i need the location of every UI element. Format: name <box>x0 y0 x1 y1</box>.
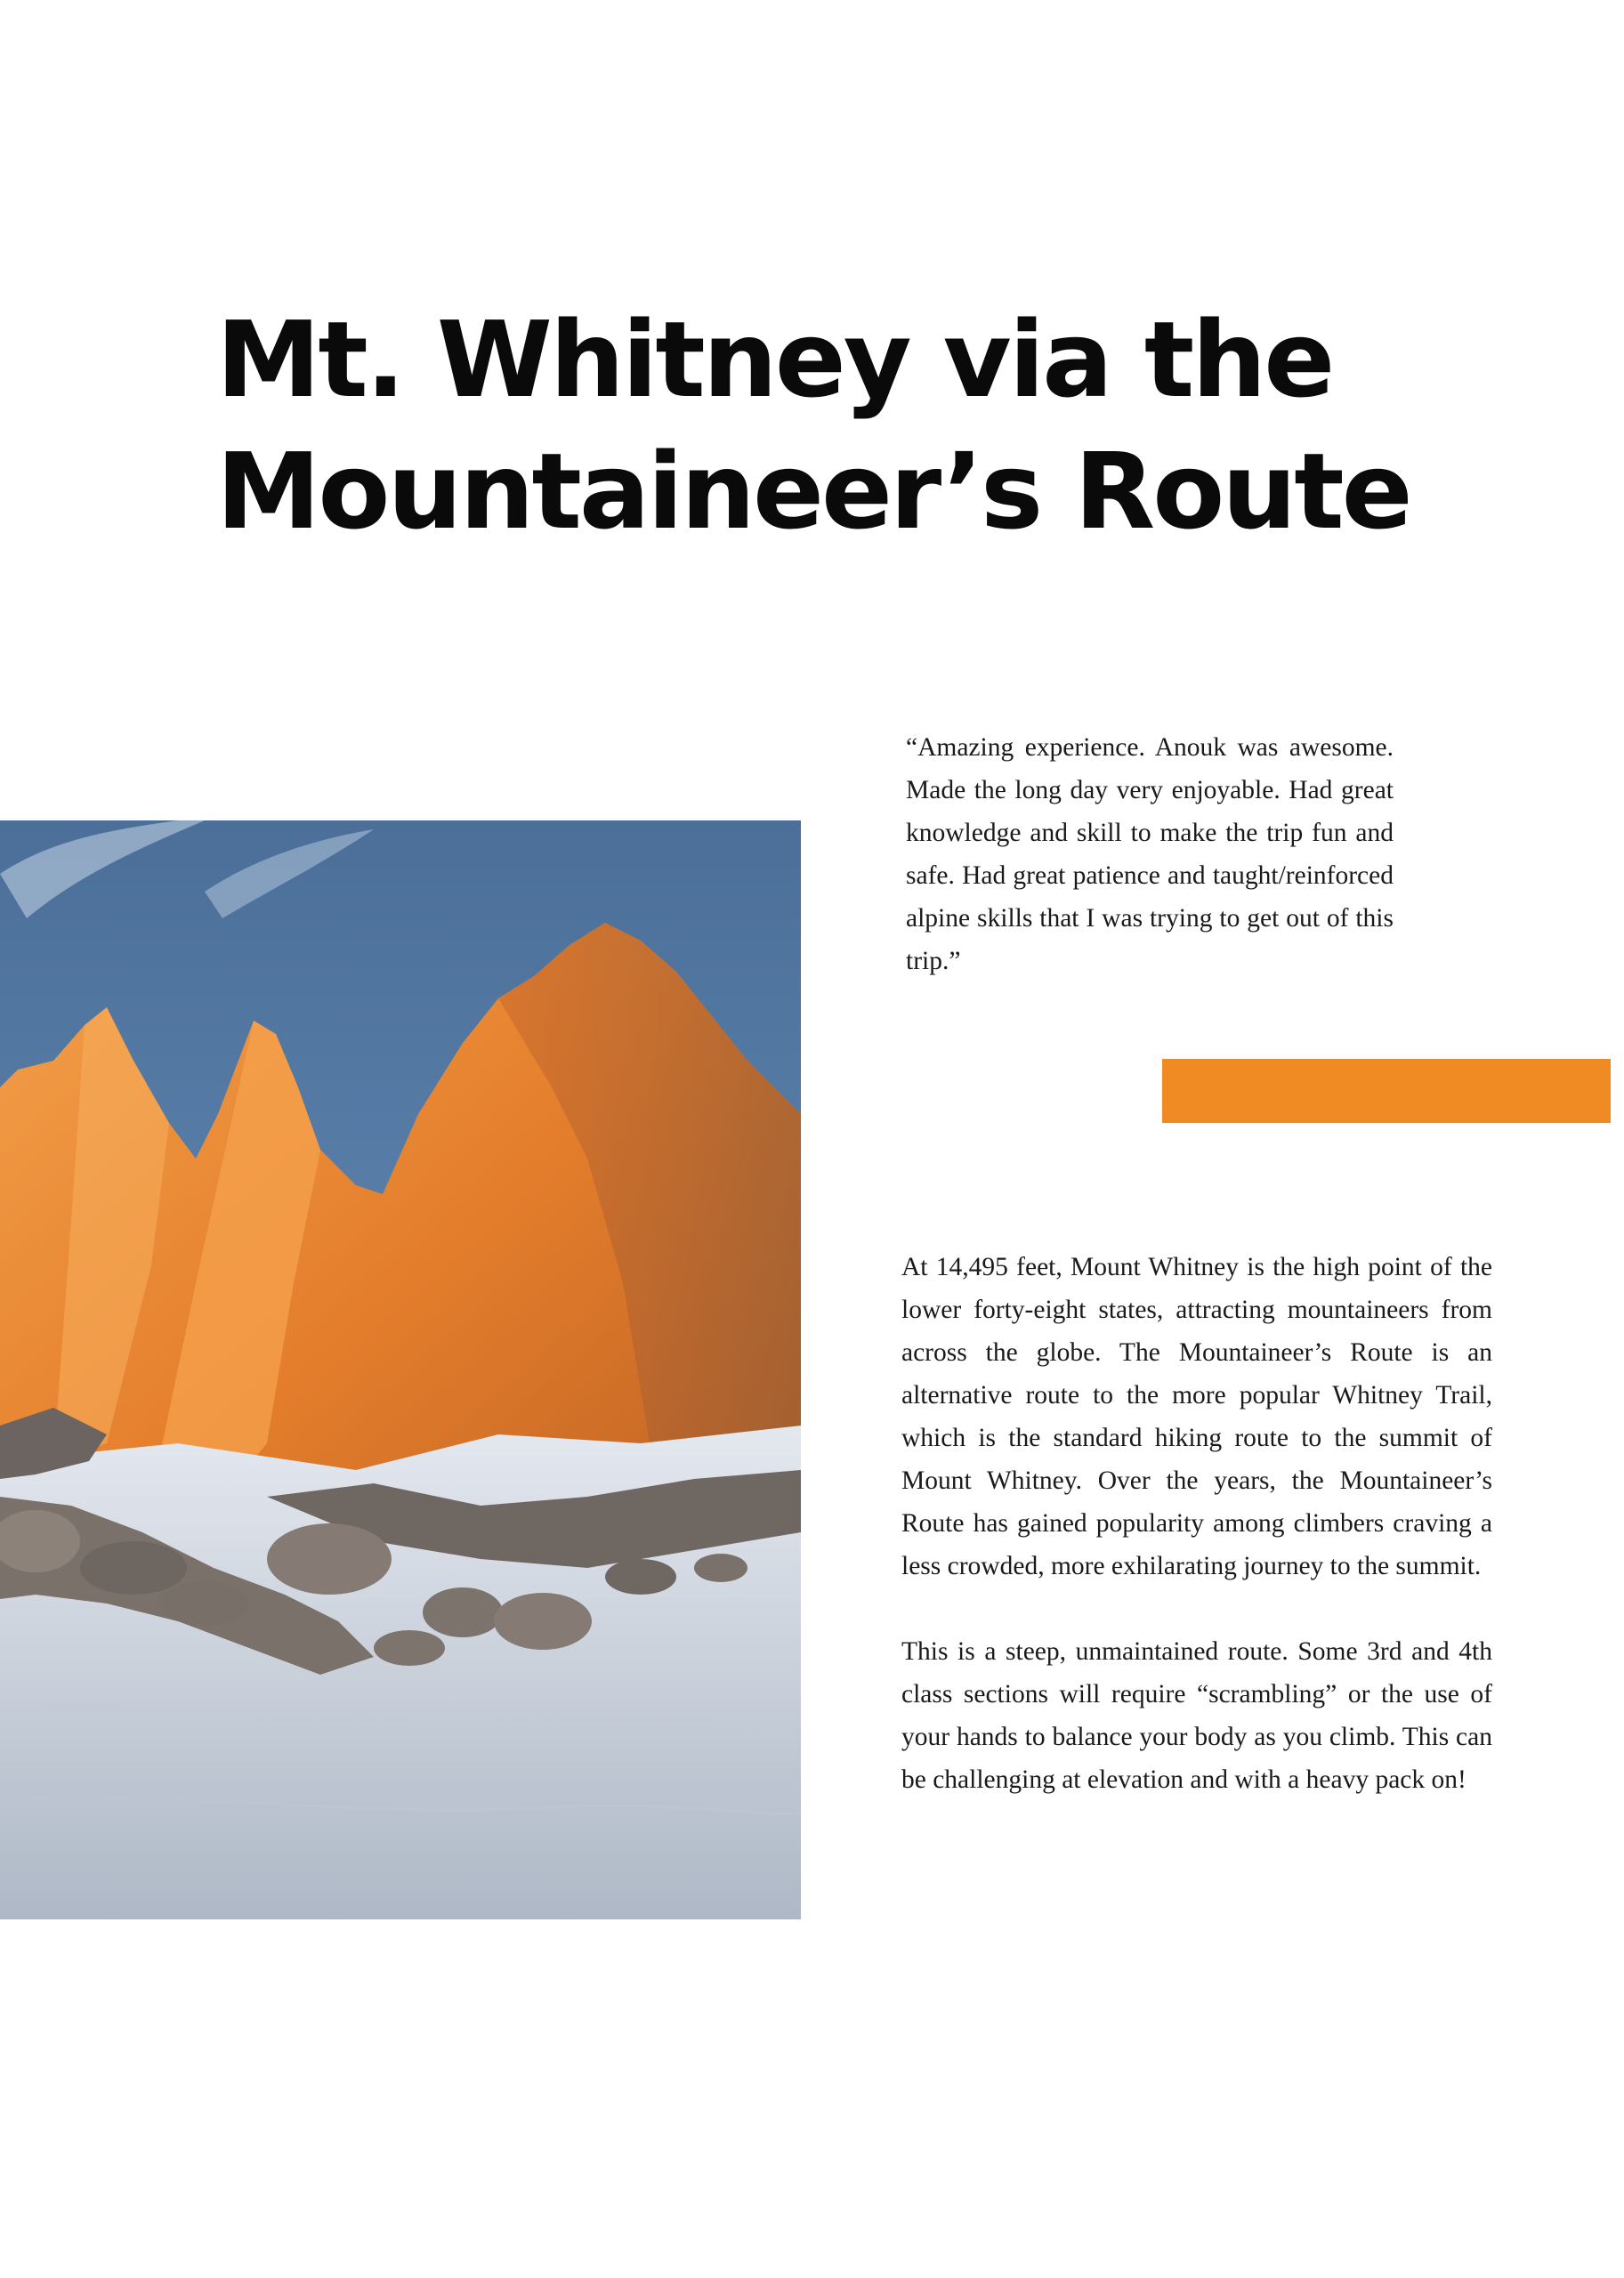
route-paragraph-1: At 14,495 feet, Mount Whitney is the high point of the lower forty-eight states, attracting mountaineers from across the globe. The Mountaineer’s Route is an alternative route to the more popular Whitney Trail, which is the standard hiking route to the summit of Mount Whitney. Over the years, the Mountaineer’s Route has gained popularity among climbers craving a less crowded, more exhilarating journey to the summit. <box>901 1253 1492 1580</box>
testimonial-quote: “Amazing experience. Anouk was awesome. Made the long day very enjoyable. Had great knowledge and skill to make the trip fun and safe. Had great patience and taught/reinforced alpine skills that I was trying to get out of this trip.” <box>906 733 1394 975</box>
title-line-2: Mountaineer’s Route <box>216 430 1410 553</box>
mountain-photo <box>0 820 801 1919</box>
mountain-photo-illustration <box>0 820 801 1919</box>
route-paragraph-2: This is a steep, unmaintained route. Some 3rd and 4th class sections will require “scrambling” or the use of your hands to balance your body as you climb. This can be challenging at elevation and with a heavy pack on! <box>901 1637 1492 1794</box>
title-line-1: Mt. Whitney via the <box>216 298 1333 421</box>
page-title <box>216 294 1462 557</box>
route-description <box>901 1246 1492 1844</box>
accent-bar <box>1162 1059 1611 1123</box>
